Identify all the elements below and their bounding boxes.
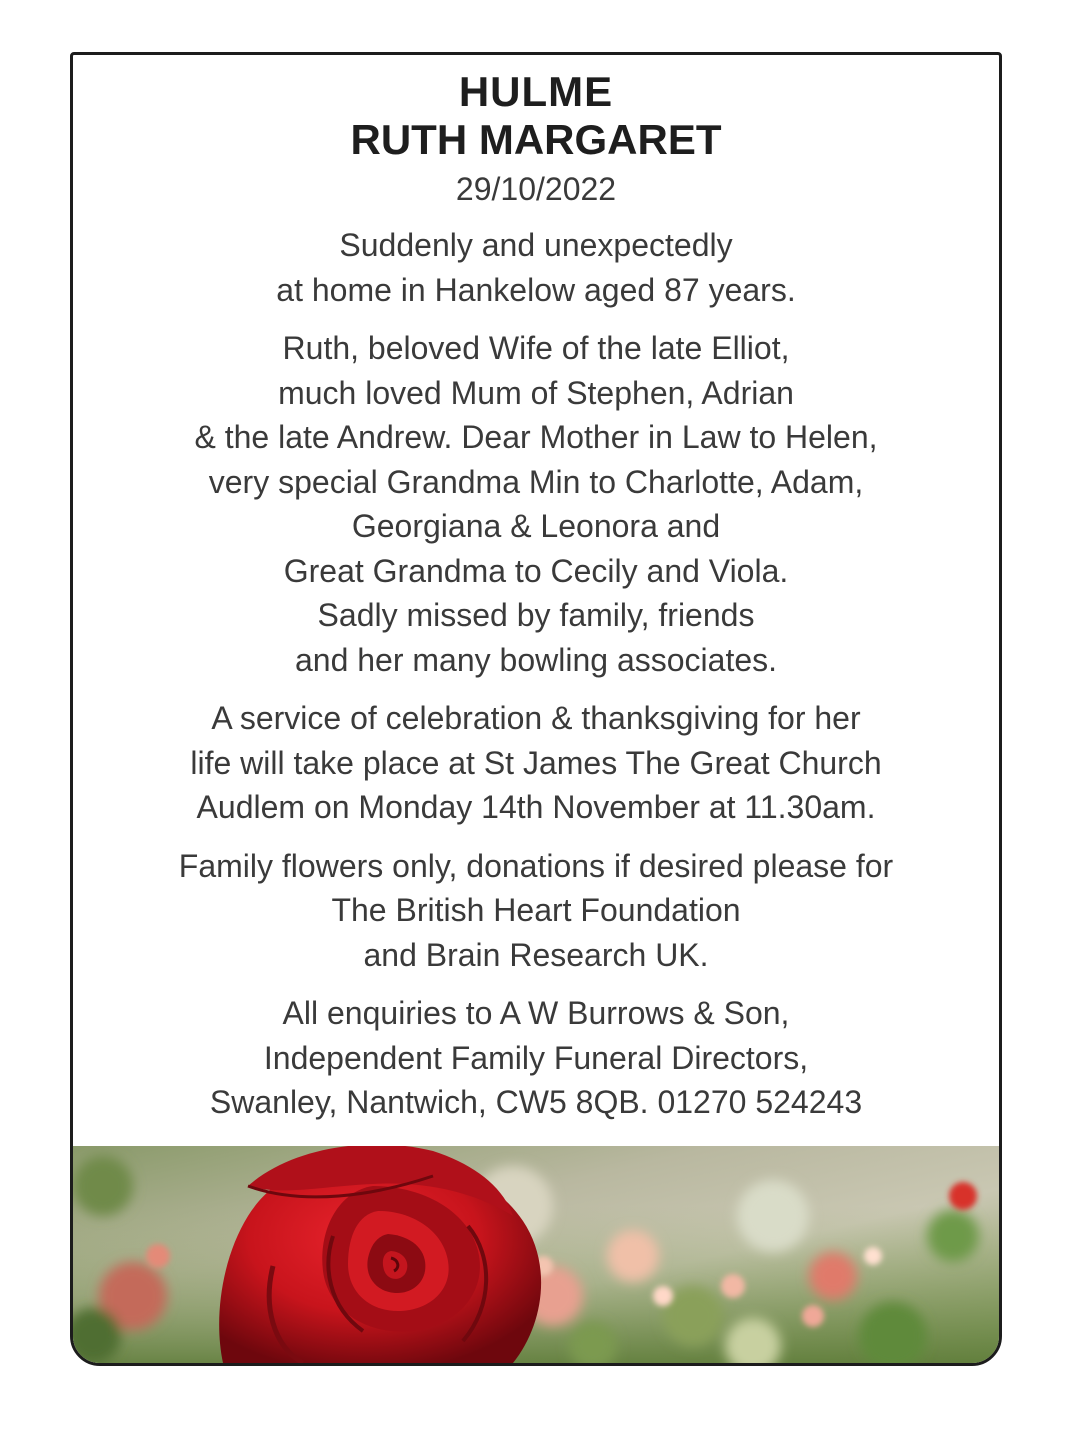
text-line: life will take place at St James The Great Church	[190, 744, 882, 781]
text-line: & the late Andrew. Dear Mother in Law to Helen,	[194, 419, 878, 455]
red-rose-garden-photo	[73, 1146, 999, 1363]
text-line: Suddenly and unexpectedly	[339, 227, 733, 263]
paragraph-service	[73, 696, 999, 830]
text-line: Ruth, beloved Wife of the late Elliot,	[282, 330, 790, 366]
text-line: Great Grandma to Cecily and Viola.	[283, 552, 789, 589]
paragraph-enquiries	[73, 991, 999, 1125]
text-line: and her many bowling associates.	[294, 641, 778, 678]
date-of-death: 29/10/2022	[455, 171, 617, 207]
text-line: A service of celebration & thanksgiving for her	[211, 700, 861, 736]
text-line: much loved Mum of Stephen, Adrian	[278, 374, 794, 411]
paragraph-donations	[73, 844, 999, 978]
text-line: Family flowers only, donations if desired please for	[178, 847, 894, 884]
text-line: at home in Hankelow aged 87 years.	[276, 271, 796, 308]
text-line: very special Grandma Min to Charlotte, Adam,	[208, 463, 864, 500]
text-line: The British Heart Foundation	[331, 892, 741, 928]
notice-text	[73, 55, 999, 1125]
text-line: Independent Family Funeral Directors,	[263, 1039, 809, 1076]
text-line: All enquiries to A W Burrows & Son,	[282, 995, 790, 1031]
surname: HULME	[458, 68, 614, 115]
text-line: and Brain Research UK.	[363, 936, 709, 973]
obituary-notice	[70, 52, 1002, 1366]
forenames: RUTH MARGARET	[350, 116, 722, 163]
paragraph-family	[73, 326, 999, 682]
text-line: Sadly missed by family, friends	[317, 597, 755, 633]
paragraph-circumstances	[73, 223, 999, 312]
text-line: Audlem on Monday 14th November at 11.30am.	[196, 789, 876, 825]
text-line: Swanley, Nantwich, CW5 8QB. 01270 524243	[209, 1084, 863, 1120]
text-line: Georgiana & Leonora and	[351, 508, 721, 544]
